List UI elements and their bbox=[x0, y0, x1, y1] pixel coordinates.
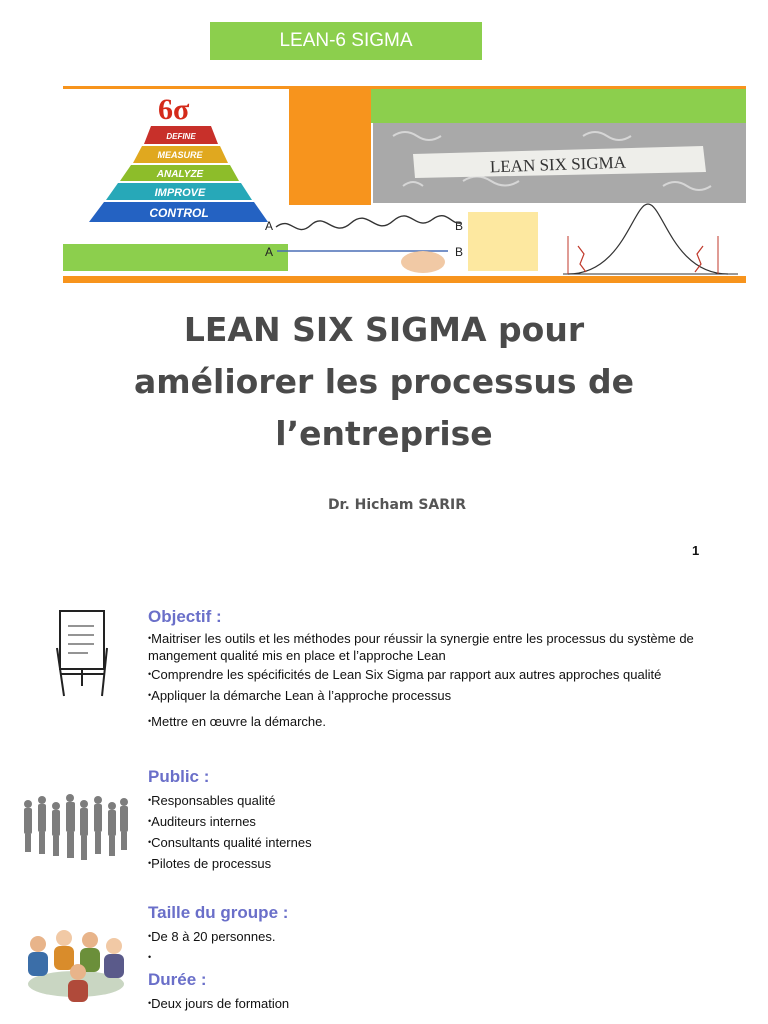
path-label-b-bottom: B bbox=[455, 245, 464, 259]
section-taille-groupe bbox=[148, 903, 758, 968]
list-item bbox=[148, 947, 758, 968]
banner-bottom-band bbox=[63, 276, 746, 283]
list-item: • De 8 à 20 personnes. bbox=[148, 926, 758, 947]
puzzle-label: LEAN SIX SIGMA bbox=[489, 152, 627, 177]
title-line-3: l’entreprise bbox=[275, 414, 493, 453]
list-item: • Responsables qualité bbox=[148, 790, 758, 811]
banner-yellow-block bbox=[468, 212, 538, 271]
pyramid-step-define: DEFINE bbox=[166, 132, 196, 141]
document-title bbox=[0, 304, 768, 460]
section-public-heading: Public : bbox=[148, 767, 210, 786]
section-duree-heading: Durée : bbox=[148, 970, 207, 989]
list-item: • Consultants qualité internes bbox=[148, 832, 758, 853]
list-item: • Mettre en œuvre la démarche. bbox=[148, 711, 758, 732]
section-duree bbox=[148, 970, 758, 1014]
six-sigma-pyramid bbox=[89, 93, 268, 222]
list-item: • Deux jours de formation bbox=[148, 993, 758, 1014]
banner-green-left bbox=[63, 244, 289, 271]
six-sigma-symbol: 6σ bbox=[158, 93, 190, 126]
title-line-2: améliorer les processus de bbox=[134, 362, 634, 401]
section-public-list bbox=[148, 790, 758, 874]
path-label-b-top: B bbox=[455, 219, 464, 233]
banner-green-top-right bbox=[371, 89, 746, 123]
section-objectif-list bbox=[148, 630, 758, 732]
list-item: • Appliquer la démarche Lean à l’approche processus bbox=[148, 685, 758, 706]
header-band bbox=[210, 22, 482, 60]
puzzle-photo bbox=[373, 123, 746, 203]
header-band-label: LEAN-6 SIGMA bbox=[279, 30, 413, 51]
list-item: • Maitriser les outils et les méthodes pour réussir la synergie entre les processus du système de mangement qualité mis en place et l’approche Lean bbox=[148, 630, 758, 664]
pyramid-step-control: CONTROL bbox=[149, 206, 209, 220]
author-name: Dr. Hicham SARIR bbox=[327, 497, 467, 513]
banner-orange-block bbox=[289, 89, 371, 211]
pyramid-step-improve: IMPROVE bbox=[154, 187, 206, 199]
section-taille-list bbox=[148, 926, 758, 968]
list-item: • Pilotes de processus bbox=[148, 853, 758, 874]
path-label-a-top: A bbox=[265, 219, 274, 233]
bell-curve-figure bbox=[538, 203, 746, 276]
list-item: • Auditeurs internes bbox=[148, 811, 758, 832]
crowd-icon bbox=[20, 790, 132, 868]
banner-collage bbox=[63, 86, 746, 283]
section-duree-list bbox=[148, 993, 758, 1014]
title-line-1: LEAN SIX SIGMA pour bbox=[183, 310, 585, 349]
section-taille-heading: Taille du groupe : bbox=[148, 903, 289, 922]
section-objectif bbox=[148, 607, 758, 732]
path-sketch bbox=[265, 205, 468, 276]
meeting-icon bbox=[16, 922, 134, 1006]
section-objectif-heading: Objectif : bbox=[148, 607, 222, 626]
path-label-a-bottom: A bbox=[265, 245, 274, 259]
list-item: • Comprendre les spécificités de Lean Six Sigma par rapport aux autres approches qualité bbox=[148, 664, 758, 685]
flipchart-icon bbox=[52, 608, 118, 700]
page-number: 1 bbox=[692, 543, 700, 558]
pyramid-step-measure: MEASURE bbox=[157, 150, 203, 160]
section-public bbox=[148, 767, 758, 874]
pyramid-step-analyze: ANALYZE bbox=[156, 169, 204, 180]
banner-top-line bbox=[63, 86, 746, 89]
